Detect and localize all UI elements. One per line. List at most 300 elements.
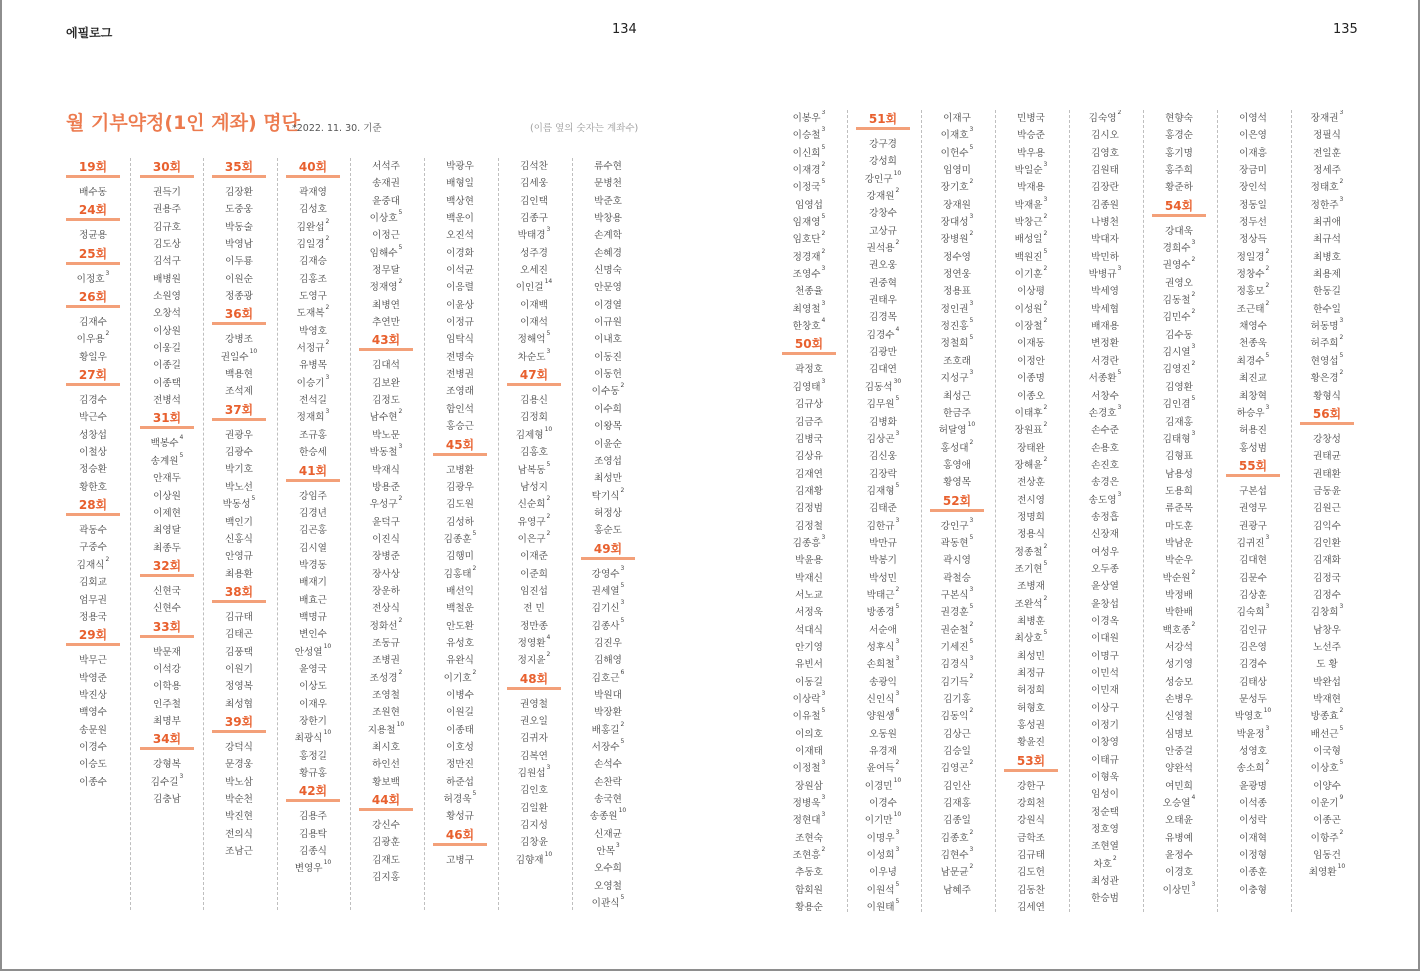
account-count: 2 (546, 529, 551, 537)
donor-name: 이경화 (446, 247, 474, 259)
donor-name: 김홍태$^2$ (443, 564, 477, 580)
donor-name: 여민희 (1165, 780, 1193, 792)
account-count: 10 (893, 811, 902, 819)
donor-name: 이신희$^5$ (792, 143, 826, 159)
donor-name: 손병우 (1165, 694, 1193, 705)
donor-name: 권영철 (520, 698, 548, 710)
donor-name: 성승모 (1165, 676, 1193, 688)
donor-name: 이종명 (1017, 373, 1045, 385)
donor-name: 손수준 (1091, 425, 1119, 437)
page-title: 월 기부약정(1인 계좌) 명단 (66, 112, 300, 134)
account-count: 5 (821, 707, 826, 715)
donor-name: 권순철$^2$ (940, 620, 974, 636)
donor-name: 장태완 (1017, 442, 1045, 454)
donor-name: 이진식 (372, 533, 400, 545)
donor-name: 권광우 (225, 429, 253, 441)
donor-name: 배성일$^2$ (1014, 230, 1048, 246)
donor-name: 권세열$^5$ (591, 581, 625, 597)
class-year-heading: 34회 (152, 732, 182, 747)
donor-name: 이정호$^3$ (76, 269, 110, 285)
account-count: 2 (821, 247, 826, 255)
donor-name: 김장환 (225, 187, 253, 198)
account-count: 2 (1265, 299, 1270, 307)
donor-name: 황영목 (943, 477, 971, 489)
donor-name: 심명보 (1165, 728, 1193, 740)
donor-name: 김태곤 (225, 629, 253, 641)
donor-name: 강인구$^{10}$ (864, 169, 902, 185)
account-count: 2 (969, 672, 974, 680)
donor-name: 박진상 (79, 689, 107, 701)
donor-name: 기세진$^5$ (940, 637, 974, 653)
donor-name: 신홍식 (225, 533, 253, 545)
donor-name: 김재황 (795, 485, 823, 497)
donor-name: 서장수$^5$ (591, 738, 625, 753)
donor-name: 박태경$^3$ (517, 226, 551, 242)
donor-name: 김도상 (153, 239, 181, 251)
donor-column-14 (1152, 110, 1206, 899)
donor-name: 조영수$^3$ (792, 265, 826, 281)
donor-name: 송도영$^3$ (1088, 490, 1122, 506)
donor-name: 강원식 (1017, 815, 1045, 827)
donor-name: 이정규 (446, 317, 474, 329)
class-year-heading: 52회 (942, 493, 972, 508)
account-count: 5 (1043, 559, 1048, 567)
donor-name: 박순천 (225, 793, 253, 805)
account-count: 2 (969, 863, 974, 871)
account-count: 2 (398, 495, 403, 503)
donor-name: 홍기명 (1165, 147, 1193, 159)
account-count: 2 (969, 230, 974, 238)
donor-name: 강인구$^3$ (940, 516, 974, 532)
donor-name: 이종오 (1017, 390, 1045, 402)
donor-name: 박만규 (869, 537, 897, 549)
donor-name: 홍영애 (943, 459, 971, 471)
donor-name: 정진홍$^5$ (940, 317, 974, 333)
donor-name: 손경호$^3$ (1088, 403, 1122, 419)
heading-underline (286, 479, 340, 482)
donor-name: 황용순 (795, 902, 823, 914)
donor-name: 이장철$^2$ (1014, 317, 1048, 333)
donor-name: 신장재 (1091, 529, 1119, 541)
donor-name: 박우용 (1017, 147, 1045, 159)
donor-name: 김경수 (1239, 659, 1267, 671)
donor-name: 우성구$^2$ (369, 495, 403, 511)
account-count: 5 (1265, 351, 1270, 359)
donor-name: 이동진 (594, 351, 622, 363)
heading-underline (507, 687, 561, 690)
donor-name: 김귀자 (520, 733, 548, 745)
donor-name: 김영호 (1091, 147, 1119, 159)
donor-name: 안도환 (446, 620, 474, 632)
donor-name: 배수동 (79, 187, 107, 198)
account-count: 2 (546, 651, 551, 659)
donor-name: 강창수 (869, 208, 897, 220)
donor-name: 김한규$^3$ (866, 516, 900, 532)
donor-name: 경희수$^3$ (1162, 239, 1196, 255)
class-year-heading: 29회 (78, 628, 108, 643)
donor-name: 장해윤$^2$ (1014, 455, 1048, 471)
donor-name: 조기현$^5$ (1014, 559, 1048, 575)
donor-name: 장재권$^3$ (1310, 110, 1344, 124)
donor-column-12 (1004, 110, 1058, 916)
donor-name: 권광구 (1239, 520, 1267, 532)
donor-name: 이종택 (153, 377, 181, 389)
account-count: 3 (895, 828, 900, 836)
donor-name: 백호종$^2$ (1162, 620, 1196, 636)
donor-name: 이원태$^5$ (866, 898, 900, 914)
donor-name: 이동길 (795, 676, 823, 688)
donor-name: 송정흡 (1091, 511, 1119, 523)
account-count: 3 (1191, 429, 1196, 437)
donor-name: 허경욱$^5$ (443, 790, 477, 806)
donor-name: 고병환 (446, 464, 474, 476)
donor-name: 정영복 (225, 681, 253, 693)
account-count: 2 (1043, 213, 1048, 221)
heading-underline (782, 352, 836, 355)
account-count: 2 (1043, 299, 1048, 307)
donor-name: 박경동 (299, 559, 327, 571)
account-count: 3 (1191, 239, 1196, 247)
donor-name: 박영남 (225, 239, 253, 251)
donor-name: 곽정호 (795, 364, 823, 376)
donor-name: 손혜경 (594, 247, 622, 259)
donor-name: 김동석$^{30}$ (864, 377, 902, 393)
donor-name: 임영미 (943, 165, 971, 177)
donor-name: 신재균 (594, 828, 622, 840)
donor-name: 박문재 (153, 646, 181, 658)
account-count: 5 (821, 143, 826, 151)
donor-name: 박근수 (79, 412, 107, 424)
donor-name: 차순도$^3$ (517, 347, 551, 363)
donor-name: 김재승 (299, 256, 327, 268)
donor-name: 이충형 (1239, 884, 1267, 896)
account-count: 14 (544, 278, 553, 286)
donor-name: 이태규 (1091, 754, 1119, 766)
donor-name: 권오웅 (869, 260, 897, 272)
donor-name: 임진섭 (520, 585, 548, 597)
donor-name: 배홍길$^2$ (591, 720, 625, 736)
donor-name: 방종경$^5$ (866, 603, 900, 619)
donor-name: 마도훈 (1165, 520, 1193, 532)
donor-name: 신현수 (153, 603, 181, 615)
donor-name: 홍성범 (1239, 442, 1267, 454)
account-count: 2 (1339, 334, 1344, 342)
donor-name: 도중웅 (225, 204, 253, 216)
account-count: 10 (893, 776, 902, 784)
donor-name: 오영철 (594, 880, 622, 892)
donor-name: 이종훈 (1239, 867, 1267, 879)
donor-name: 송국현 (594, 794, 622, 806)
donor-name: 김충남 (153, 793, 181, 805)
donor-name: 유병목 (299, 360, 327, 372)
account-count: 5 (546, 460, 551, 468)
donor-name: 정종철$^2$ (1014, 542, 1048, 558)
account-count: 2 (1191, 360, 1196, 368)
donor-name: 김상훈 (1239, 589, 1267, 601)
donor-name: 인주철 (153, 698, 181, 710)
class-year-heading: 55회 (1238, 458, 1268, 473)
class-year-heading: 25회 (78, 246, 108, 261)
donor-name: 최용환 (225, 568, 253, 580)
donor-name: 김일환 (520, 802, 548, 814)
donor-name: 정순택 (1091, 806, 1119, 818)
donor-name: 지성구$^3$ (940, 369, 974, 385)
donor-name: 박원대 (594, 689, 622, 701)
donor-name: 곽동현$^5$ (940, 533, 974, 549)
donor-name: 하인선 (372, 759, 400, 771)
donor-name: 조병재 (1017, 581, 1045, 593)
donor-name: 이종수 (79, 776, 107, 788)
account-count: 3 (969, 655, 974, 663)
account-count: 3 (1265, 724, 1270, 732)
account-count: 3 (821, 759, 826, 767)
donor-name: 변정환 (1091, 338, 1119, 350)
donor-name: 전명숙 (446, 351, 474, 363)
heading-underline (66, 218, 120, 221)
donor-name: 도재복$^2$ (296, 304, 330, 320)
account-count: 3 (546, 347, 551, 355)
donor-name: 김재형$^5$ (866, 481, 900, 497)
donor-name: 금동윤 (1313, 485, 1341, 497)
column-divider (498, 158, 499, 910)
donor-column-4 (286, 158, 340, 878)
donor-name: 이영석 (1239, 113, 1267, 124)
donor-name: 양원생$^6$ (866, 707, 900, 723)
donor-name: 정일경$^2$ (1236, 247, 1270, 263)
donor-name: 박태근$^2$ (866, 585, 900, 601)
donor-name: 손희철$^3$ (866, 655, 900, 671)
account-count: 2 (1043, 542, 1048, 550)
donor-name: 이봉우$^3$ (792, 110, 826, 124)
donor-name: 홍정길 (299, 750, 327, 762)
donor-name: 권일수$^{10}$ (220, 347, 258, 363)
donor-name: 최영달 (153, 525, 181, 537)
account-count: 10 (893, 169, 902, 177)
donor-name: 이승철$^3$ (792, 126, 826, 142)
donor-name: 박재현 (1313, 694, 1341, 705)
donor-name: 이인걸$^{14}$ (515, 278, 553, 294)
donor-name: 김승일 (943, 746, 971, 758)
donor-name: 정균용 (79, 230, 107, 242)
heading-underline (212, 175, 266, 178)
donor-name: 권태균 (1313, 451, 1341, 463)
heading-underline (1004, 769, 1058, 772)
class-year-heading: 50회 (794, 337, 824, 352)
donor-name: 한수일 (1313, 303, 1341, 315)
donor-name: 최성민 (1017, 650, 1045, 662)
donor-name: 박대자 (1091, 234, 1119, 246)
account-count: 5 (179, 451, 184, 459)
account-count: 3 (1117, 265, 1122, 273)
account-count: 3 (895, 429, 900, 437)
account-count: 2 (821, 230, 826, 238)
donor-name: 서순애 (869, 624, 897, 636)
heading-underline (433, 453, 487, 456)
donor-name: 백철운 (446, 603, 474, 615)
donor-name: 나병천 (1091, 217, 1119, 229)
donor-name: 문경웅 (225, 759, 253, 771)
donor-name: 김경수$^4$ (866, 325, 900, 341)
donor-name: 구중수 (79, 542, 107, 554)
account-count: 5 (546, 330, 551, 338)
donor-column-8 (581, 158, 635, 912)
donor-name: 이석균 (446, 265, 474, 277)
donor-name: 허정상 (594, 507, 622, 519)
account-count: 3 (1339, 317, 1344, 325)
donor-name: 최정규 (1017, 668, 1045, 679)
donor-name: 배재용 (1091, 321, 1119, 333)
donor-name: 이상호$^5$ (1310, 759, 1344, 775)
account-count: 2 (1191, 568, 1196, 576)
donor-name: 김대연 (869, 364, 897, 376)
donor-name: 조병권 (372, 655, 400, 667)
donor-name: 김재화 (1313, 555, 1341, 567)
donor-name: 김종일 (943, 815, 971, 827)
heading-underline (140, 175, 194, 178)
donor-name: 정명희 (1017, 511, 1045, 523)
donor-name: 서경란 (1091, 355, 1119, 367)
donor-name: 박성민 (869, 572, 897, 584)
donor-name: 곽철승 (943, 572, 971, 584)
donor-name: 남창우 (1313, 624, 1341, 636)
donor-name: 장한기 (299, 715, 327, 727)
donor-name: 김신웅 (869, 451, 897, 463)
account-count: 3 (1265, 403, 1270, 411)
donor-name: 박재윤$^3$ (1014, 195, 1048, 211)
donor-name: 정화선$^2$ (369, 616, 403, 632)
donor-name: 정수영 (943, 251, 971, 263)
donor-name: 이기훈$^2$ (1014, 265, 1048, 281)
donor-name: 이정안 (1017, 355, 1045, 367)
donor-name: 손진호 (1091, 459, 1119, 471)
donor-name: 정철희$^5$ (940, 334, 974, 350)
donor-name: 권영수$^2$ (1162, 256, 1196, 272)
donor-name: 성기영 (1165, 659, 1193, 671)
account-count: 10 (544, 425, 553, 433)
donor-name: 권오일 (520, 715, 548, 727)
donor-name: 허용진 (1239, 425, 1267, 437)
donor-name: 이준희 (520, 568, 548, 580)
donor-name: 황형식 (1313, 390, 1341, 402)
donor-name: 김상곤$^3$ (866, 429, 900, 445)
account-count: 10 (967, 421, 976, 429)
donor-name: 정호영 (1091, 824, 1119, 836)
donor-name: 김용탁 (299, 828, 327, 840)
donor-name: 서종환$^5$ (1088, 369, 1122, 385)
donor-name: 황보백 (372, 776, 400, 788)
donor-name: 김규태 (1017, 850, 1045, 862)
donor-name: 금학조 (1017, 832, 1045, 844)
donor-column-1 (66, 158, 120, 791)
donor-name: 김인산 (943, 780, 971, 792)
heading-underline (66, 643, 120, 646)
column-divider (1069, 110, 1070, 912)
donor-name: 이경수 (869, 798, 897, 810)
donor-name: 김종원 (1091, 199, 1119, 211)
account-count: 4 (895, 325, 900, 333)
donor-name: 김태형$^3$ (1162, 429, 1196, 445)
donor-name: 송재권 (372, 178, 400, 190)
donor-name: 장사상 (372, 568, 400, 580)
as-of-date: *2022. 11. 30. 기준 (292, 123, 382, 134)
account-count: 2 (546, 512, 551, 520)
heading-underline (140, 635, 194, 638)
donor-name: 변인수 (299, 629, 327, 641)
donor-name: 김수길$^3$ (150, 772, 184, 788)
donor-name: 이정형 (1239, 850, 1267, 862)
heading-underline (581, 557, 635, 560)
donor-name: 오세진 (520, 265, 548, 277)
donor-name: 김태준 (869, 503, 897, 515)
donor-name: 이재경$^2$ (792, 161, 826, 177)
donor-name: 이호성 (446, 742, 474, 753)
page-number-left: 134 (612, 22, 637, 37)
column-divider (1217, 110, 1218, 912)
donor-name: 김시열$^3$ (1162, 343, 1196, 359)
donor-name: 김지홍 (372, 872, 400, 884)
donor-name: 이창영 (1091, 737, 1119, 749)
account-count: 5 (895, 481, 900, 489)
donor-name: 김홍조 (299, 273, 327, 285)
account-count: 2 (969, 828, 974, 836)
donor-name: 박정배 (1165, 589, 1193, 601)
donor-name: 강영수$^3$ (591, 564, 625, 580)
column-divider (921, 110, 922, 912)
account-count: 3 (969, 299, 974, 307)
donor-name: 조근태$^2$ (1236, 299, 1270, 315)
donor-name: 황규홍 (299, 768, 327, 779)
donor-name: 유경재 (869, 746, 897, 758)
account-count: 10 (396, 720, 405, 728)
donor-name: 장대성$^3$ (940, 213, 974, 229)
donor-name: 김문수 (1239, 572, 1267, 584)
donor-name: 임영섭 (795, 199, 823, 211)
donor-name: 이상평 (1017, 286, 1045, 298)
account-count: 2 (821, 846, 826, 854)
donor-name: 조현열 (1091, 841, 1119, 853)
donor-name: 이재백 (520, 299, 548, 311)
donor-name: 장운하 (372, 585, 400, 597)
donor-name: 안기영 (795, 641, 823, 653)
donor-name: 이윤상 (446, 299, 474, 311)
donor-name: 오승열$^4$ (1162, 794, 1196, 810)
donor-name: 김정국 (1313, 572, 1341, 584)
donor-name: 강임주 (299, 490, 327, 502)
account-count: 3 (179, 772, 184, 780)
donor-name: 손석수 (594, 759, 622, 771)
class-year-heading: 28회 (78, 498, 108, 513)
donor-name: 탁기식$^2$ (591, 486, 625, 502)
account-count: 2 (1339, 828, 1344, 836)
donor-name: 이기만$^{10}$ (864, 811, 902, 827)
donor-name: 정승환 (79, 464, 107, 476)
donor-name: 허주희$^2$ (1310, 334, 1344, 350)
donor-name: 정만진 (446, 759, 474, 771)
class-year-heading: 32회 (152, 558, 182, 573)
class-year-heading: 42회 (298, 784, 328, 799)
donor-name: 조영래 (446, 386, 474, 398)
account-count: 2 (969, 707, 974, 715)
donor-name: 이정철$^3$ (792, 759, 826, 775)
donor-name: 송경은 (1091, 477, 1119, 489)
donor-name: 추연만 (372, 317, 400, 329)
donor-name: 정병욱$^3$ (792, 794, 826, 810)
donor-name: 윤상열 (1091, 581, 1119, 593)
account-count: 2 (620, 486, 625, 494)
account-count: 3 (969, 369, 974, 377)
donor-name: 정현대$^3$ (792, 811, 826, 827)
account-count: 4 (546, 633, 551, 641)
